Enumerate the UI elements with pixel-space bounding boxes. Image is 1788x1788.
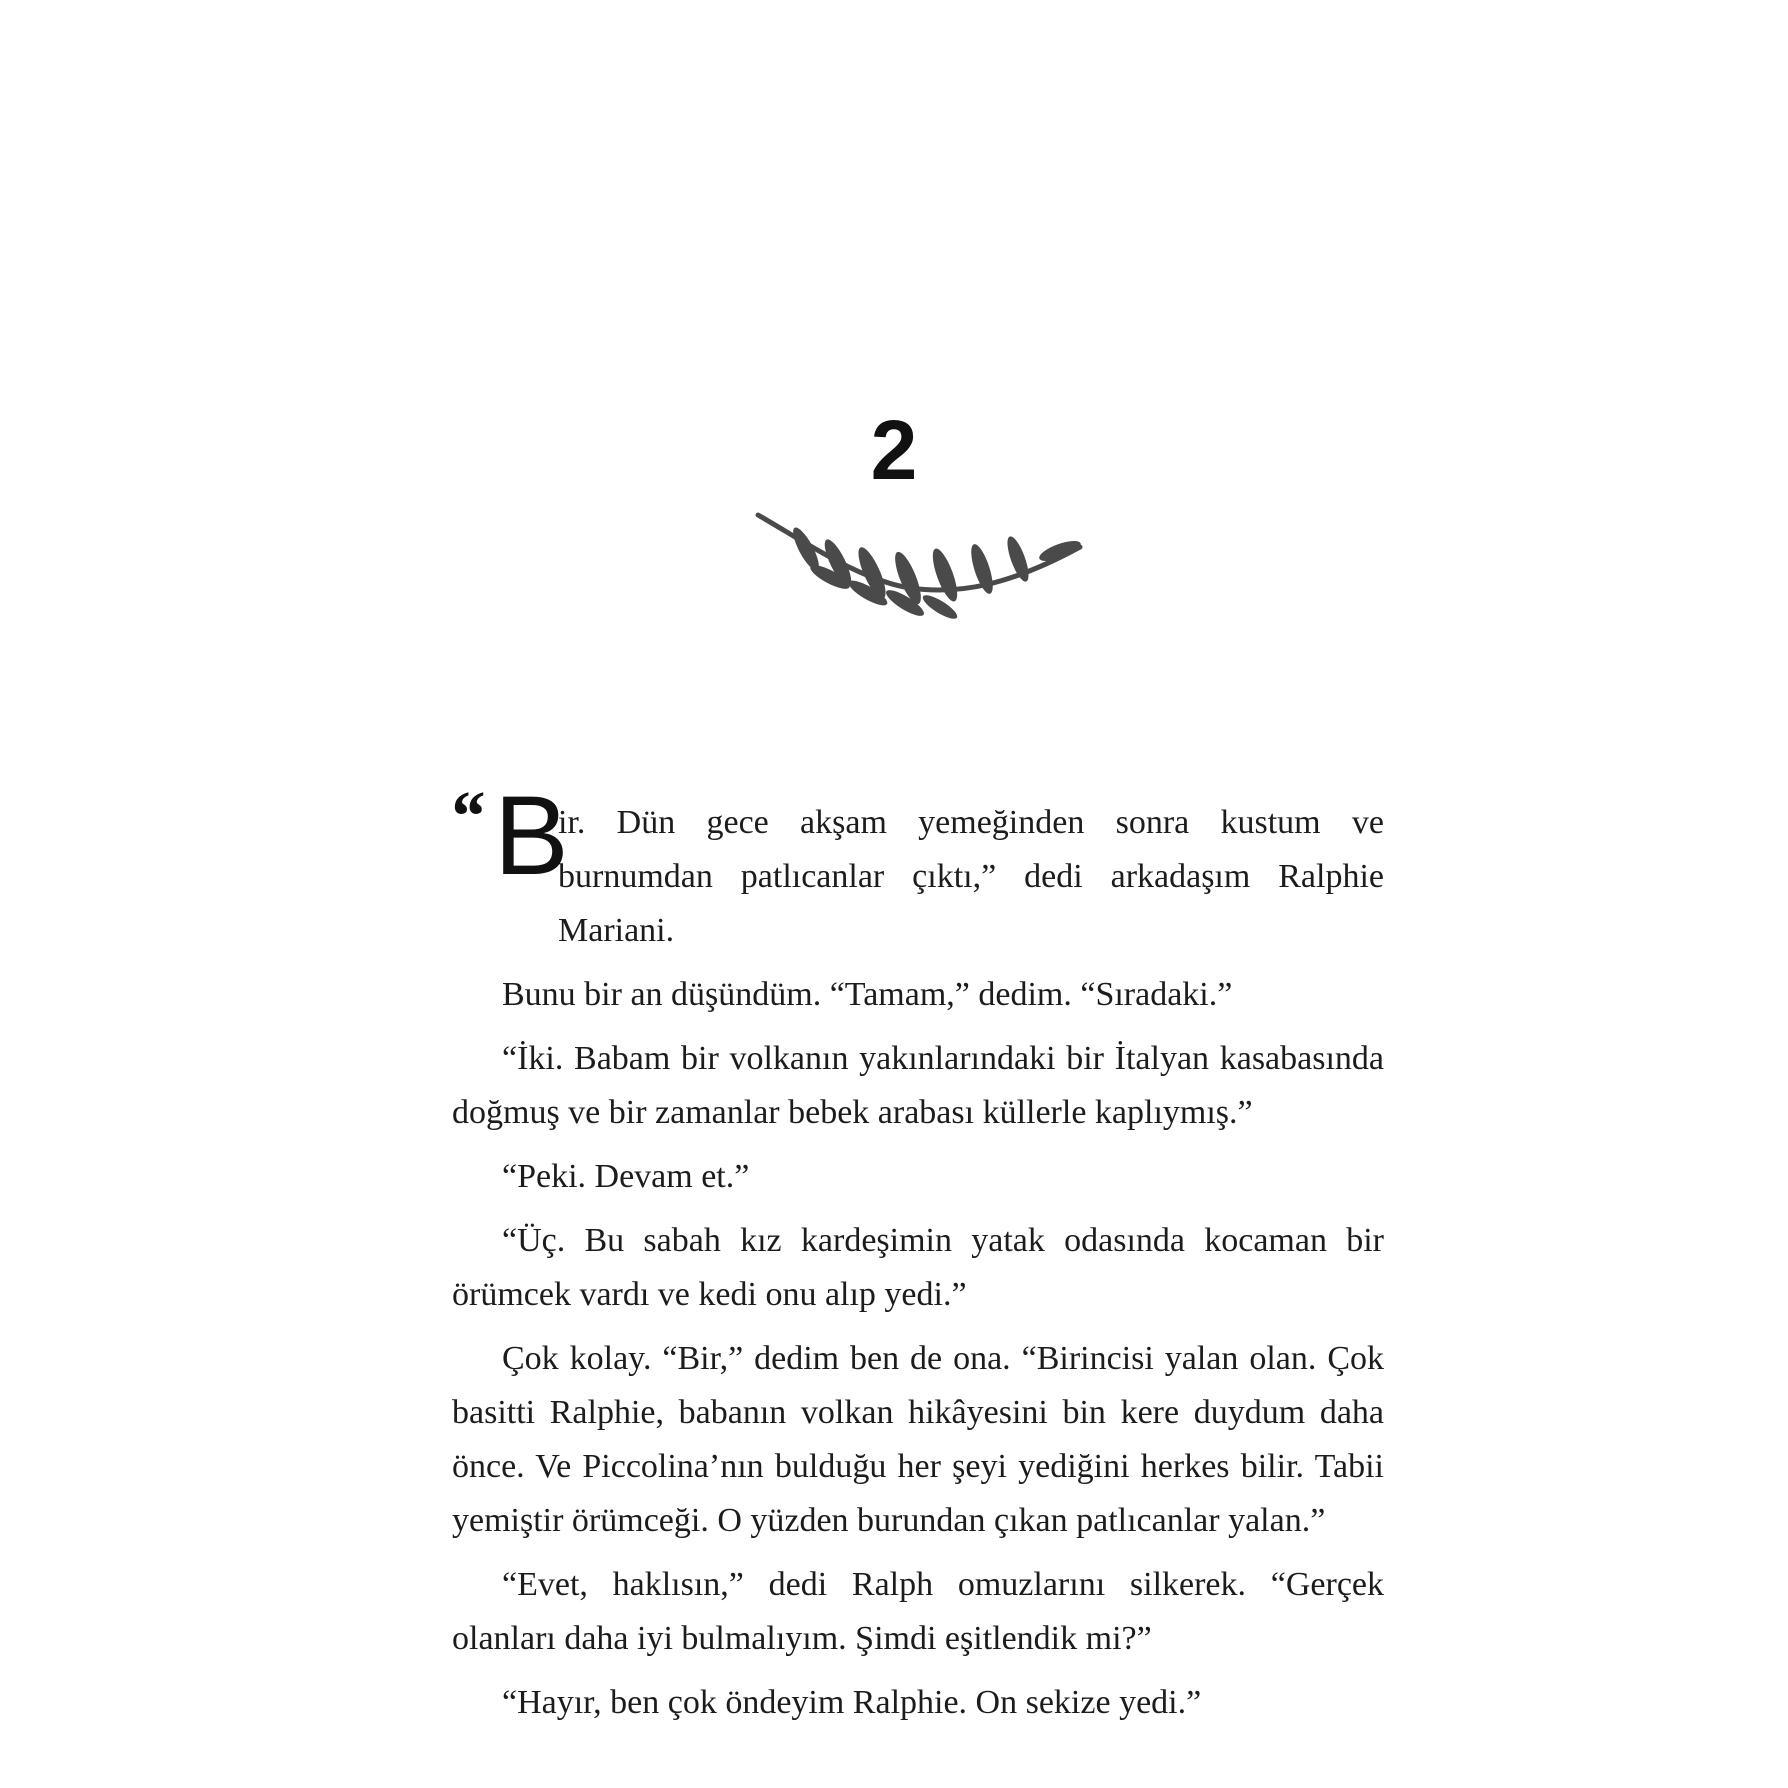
opening-paragraph — [448, 773, 1384, 958]
opening-quote-mark: “ — [448, 776, 484, 856]
paragraph: “Evet, haklısın,” dedi Ralph omuzlarını silkerek. “Gerçek olanları daha iyi bulmalıyım. Şimdi eşitlendik mi?” — [452, 1566, 1384, 1657]
drop-cap: B — [494, 773, 569, 898]
paragraph: “İki. Babam bir volkanın yakınlarındaki bir İtalyan kasabasında doğmuş ve bir zamanlar bebek arabası küllerle kaplıymış.” — [452, 1040, 1384, 1131]
opening-paragraph-text: ir. Dün gece akşam yemeğinden sonra kustum ve burnumdan patlıcanlar çıktı,” dedi arkadaşım Ralphie Mariani. — [558, 804, 1384, 949]
paragraph: “Üç. Bu sabah kız kardeşimin yatak odasında kocaman bir örümcek vardı ve kedi onu alıp yedi.” — [452, 1222, 1384, 1313]
chapter-number: 2 — [870, 403, 918, 497]
body-text — [448, 773, 1384, 1740]
paragraph: Çok kolay. “Bir,” dedim ben de ona. “Birincisi yalan olan. Çok basitti Ralphie, babanın volkan hikâyesini bin kere duydum daha önce. Ve Piccolina’nın bulduğu her şeyi yediğini herkes bilir. Tabii yemiştir örümceği. O yüzden burundan çıkan patlıcanlar yalan.” — [452, 1340, 1384, 1539]
laurel-branch-icon — [750, 505, 1090, 625]
paragraph: “Peki. Devam et.” — [502, 1158, 750, 1195]
paragraph: “Hayır, ben çok öndeyim Ralphie. On sekize yedi.” — [502, 1684, 1202, 1721]
paragraph: Bunu bir an düşündüm. “Tamam,” dedim. “Sıradaki.” — [502, 976, 1233, 1013]
